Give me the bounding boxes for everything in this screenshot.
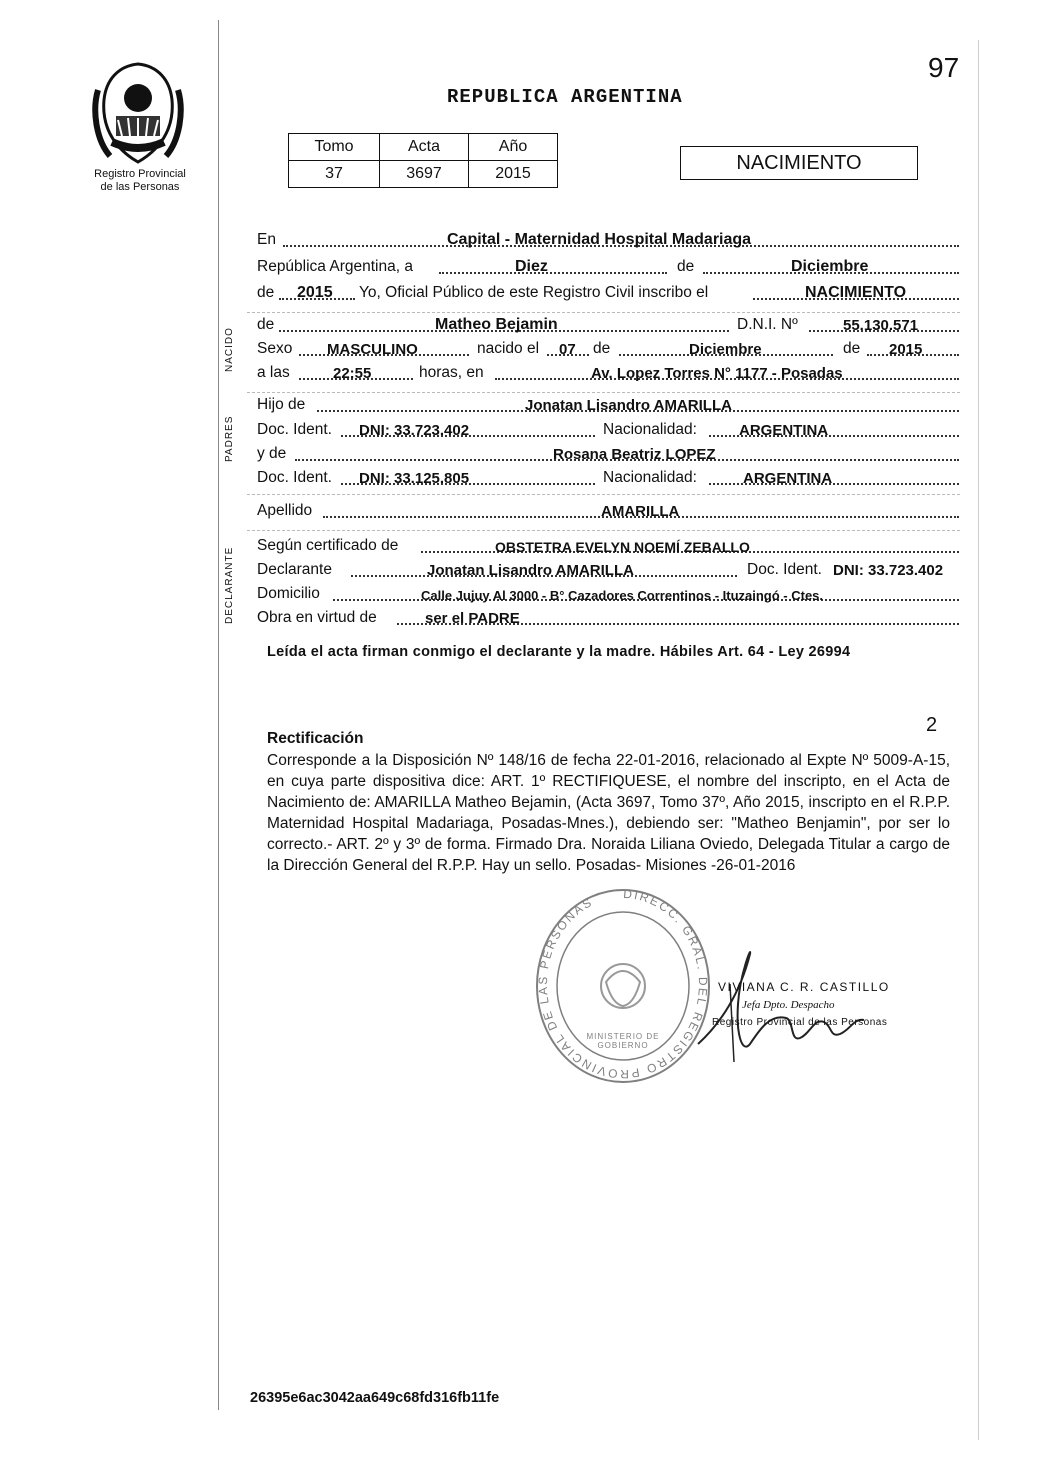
- horas-label: horas, en: [419, 364, 484, 381]
- mes-value: Diciembre: [791, 258, 869, 275]
- row-padre-doc: [257, 419, 959, 441]
- row-nombre: [257, 314, 959, 336]
- svg-text:DIRECC. GRAL. DEL REGISTRO PRO: [536, 887, 710, 1081]
- domicilio-label: Domicilio: [257, 585, 320, 602]
- nac-mes: Diciembre: [689, 341, 762, 358]
- page-number: 97: [928, 52, 960, 83]
- row-obra: [257, 607, 959, 629]
- republica-label: República Argentina, a: [257, 258, 413, 275]
- rectificacion-number: 2: [926, 714, 938, 736]
- signature-org: Registro Provincial de las Personas: [712, 1017, 888, 1028]
- row-apellido: [257, 500, 959, 522]
- acta-value: 3697: [380, 161, 469, 188]
- separator-1: [247, 312, 960, 313]
- hora-value: 22:55: [333, 365, 372, 382]
- anio-value-text: 2015: [297, 284, 333, 301]
- doc-type-box: [680, 146, 918, 180]
- padre-doc-label: Doc. Ident.: [257, 421, 332, 438]
- acta-header: Acta: [380, 134, 469, 161]
- padre-value: Jonatan Lisandro AMARILLA: [525, 397, 732, 414]
- tomo-header: Tomo: [289, 134, 380, 161]
- row-inscripcion: [257, 282, 959, 304]
- hijo-label: Hijo de: [257, 396, 306, 413]
- certificado-value: OBSTETRA EVELYN NOEMÍ ZEBALLO: [495, 539, 750, 555]
- province-logo: [88, 60, 188, 166]
- stamp-inner-text: MINISTERIO DE GOBIERNO: [586, 1032, 660, 1050]
- madre-nac-value: ARGENTINA: [743, 470, 833, 487]
- apellido-value: AMARILLA: [601, 503, 680, 520]
- page-title: REPUBLICA ARGENTINA: [447, 86, 683, 108]
- row-madre: [257, 443, 959, 465]
- row-fecha: [257, 256, 959, 278]
- declarante-value: Jonatan Lisandro AMARILLA: [427, 562, 634, 579]
- signature-role: Jefa Dpto. Despacho: [742, 999, 835, 1011]
- decl-doc-value: DNI: 33.723.402: [833, 562, 944, 579]
- dia-value: Diez: [515, 258, 548, 275]
- nac-de-label: de: [593, 340, 611, 357]
- separator-2: [247, 392, 960, 393]
- lugar-value: Av. Lopez Torres N° 1177 - Posadas: [591, 365, 843, 382]
- row-madre-doc: [257, 467, 959, 489]
- obra-value: ser el PADRE: [425, 610, 520, 627]
- logo-caption-line2: de las Personas: [100, 181, 180, 193]
- rectificacion-body: Corresponde a la Disposición Nº 148/16 de fecha 22-01-2016, relacionado al Expte Nº 5009-A-15, en cuya parte dispositiva dice: ART. 1º RECTIFIQUESE, el nombre del inscripto, en el Acta de Nacimiento de: AMARILLA Matheo Bejamin, (Acta 3697, Tomo 37º, Año 2015, inscripto en el R.P.P. Maternidad Hospital Madariaga, Posadas-Mnes.), debiendo ser: "Matheo Benjamin", por ser lo correcto.- ART. 2º y 3º de forma. Firmado Dra. Noraida Liliana Oviedo, Delegada Titular a cargo de la Dirección General del R.P.P. Hay un sello. Posadas- Misiones -26-01-2016: [267, 752, 950, 874]
- madre-doc-label: Doc. Ident.: [257, 469, 332, 486]
- row-hijo: [257, 394, 959, 416]
- section-label-padres: PADRES: [224, 415, 235, 462]
- sexo-value: MASCULINO: [327, 341, 418, 358]
- row-certificado: [257, 535, 959, 557]
- logo-caption: [70, 168, 210, 194]
- row-lugar: [257, 229, 959, 251]
- padre-nac-label: Nacionalidad:: [603, 421, 697, 438]
- madre-doc-value: DNI: 33.125.805: [359, 470, 470, 487]
- alas-label: a las: [257, 364, 290, 381]
- right-edge-line: [978, 40, 979, 1440]
- madre-nac-label: Nacionalidad:: [603, 469, 697, 486]
- anio-header: Año: [469, 134, 558, 161]
- de2-label: de: [257, 284, 275, 301]
- anio-value: 2015: [469, 161, 558, 188]
- logo-caption-line1: Registro Provincial: [94, 168, 186, 180]
- official-stamp: [534, 886, 712, 1086]
- padre-nac-value: ARGENTINA: [739, 422, 829, 439]
- declarante-label: Declarante: [257, 561, 332, 578]
- nac-dia: 07: [559, 341, 576, 358]
- section-label-nacido: NACIDO: [224, 327, 235, 372]
- decl-doc-label: Doc. Ident.: [747, 561, 822, 578]
- row-declarante: [257, 559, 959, 581]
- sexo-label: Sexo: [257, 340, 293, 357]
- row-domicilio: [257, 583, 959, 605]
- document-hash: 26395e6ac3042aa649c68fd316fb11fe: [250, 1390, 500, 1406]
- de-label: de: [677, 258, 695, 275]
- tomo-value: 37: [289, 161, 380, 188]
- row-sexo: [257, 338, 959, 360]
- nac-anio: 2015: [889, 341, 923, 358]
- dni-value: 55.130.571: [843, 317, 919, 334]
- rectificacion-title: Rectificación: [267, 730, 364, 747]
- padre-doc-value: DNI: 33.723.402: [359, 422, 470, 439]
- doc-type: NACIMIENTO: [736, 152, 862, 174]
- oficial-text: Yo, Oficial Público de este Registro Civil inscribo el: [359, 284, 709, 301]
- en-value: Capital - Maternidad Hospital Madariaga: [447, 231, 752, 248]
- nombre-value: Matheo Bejamin: [435, 316, 558, 333]
- madre-value: Rosana Beatriz LOPEZ: [553, 446, 716, 463]
- obra-label: Obra en virtud de: [257, 609, 377, 626]
- de3-label: de: [257, 316, 275, 333]
- margin-line: [218, 20, 219, 1410]
- domicilio-value: Calle Jujuy Al 3000 - B° Cazadores Correntinos - Ituzaingó - Ctes.: [421, 588, 824, 603]
- yde-label: y de: [257, 445, 287, 462]
- certificado-label: Según certificado de: [257, 537, 399, 554]
- en-label: En: [257, 231, 276, 248]
- nac-de2-label: de: [843, 340, 861, 357]
- separator-4: [247, 530, 960, 531]
- nacido-label: nacido el: [477, 340, 540, 357]
- signature-name: VIVIANA C. R. CASTILLO: [718, 980, 890, 994]
- section-label-declarante: DECLARANTE: [224, 546, 235, 624]
- closing-text: Leída el acta firman conmigo el declarante y la madre. Hábiles Art. 64 - Ley 26994: [267, 644, 851, 660]
- row-hora: [257, 362, 959, 384]
- apellido-label: Apellido: [257, 502, 313, 519]
- tipo-value: NACIMIENTO: [805, 284, 907, 301]
- record-table: [288, 133, 558, 188]
- separator-3: [247, 494, 960, 495]
- stamp-ring-text: DIRECC. GRAL. DEL REGISTRO PROVINCIAL DE LAS PERSONAS: [535, 886, 711, 1082]
- dni-label: D.N.I. Nº: [737, 316, 798, 333]
